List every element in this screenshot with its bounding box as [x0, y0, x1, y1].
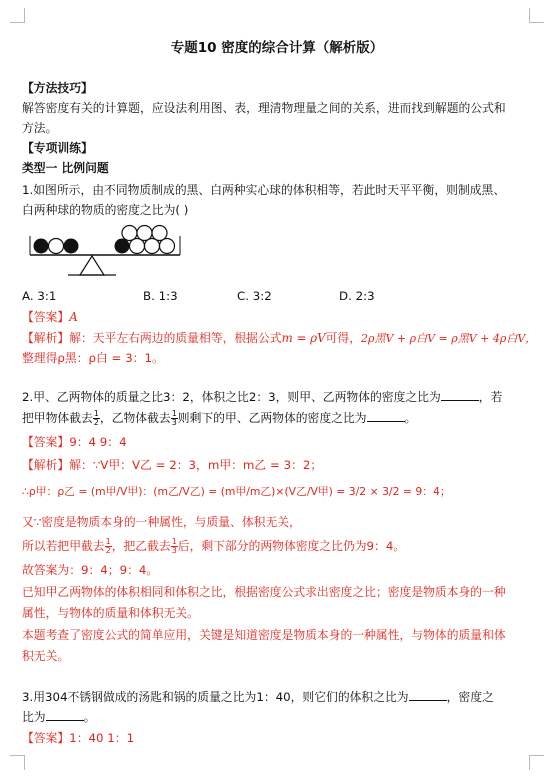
- q2-stem-line-2: [22, 408, 532, 428]
- q2-analysis-line-8: 本题考查了密度公式的简单应用，关键是知道密度是物质本身的一种属性，与物体的质量和体: [22, 628, 506, 642]
- fraction-one-half: [105, 538, 112, 555]
- q2-analysis-line-9: 积无关。: [22, 649, 70, 663]
- q1-stem-line-2: 白两种球的物质的密度之比为( ): [22, 203, 189, 217]
- crop-mark: [10, 755, 25, 770]
- answer-label: 【答案】: [22, 435, 70, 449]
- q2-stem-text: 则剩下的甲、乙两物体的密度之比为: [177, 411, 367, 425]
- q3-stem-line-2: [22, 707, 532, 727]
- q1-option-b: B. 1:3: [143, 289, 178, 303]
- answer-blank[interactable]: [409, 688, 447, 701]
- right-pan-balls: [115, 226, 175, 254]
- analysis-text: 解：∵V甲：V乙 = 2：3，m甲：m乙 = 3：2；: [69, 458, 323, 472]
- answer-label: 【答案】: [22, 731, 70, 745]
- q2-analysis-line-5: 故答案为：9：4；9：4。: [22, 563, 159, 577]
- analysis-text: 后，剩下部分的两物体密度之比仍为9：4。: [177, 539, 406, 553]
- analysis-text: 可得，: [325, 331, 361, 345]
- method-heading: 【方法技巧】: [22, 81, 93, 95]
- method-body-line-2: 方法。: [22, 121, 58, 135]
- q2-stem-text: ，若: [478, 390, 503, 404]
- denominator: 3: [171, 546, 177, 555]
- numerator: 1: [171, 409, 177, 418]
- q2-analysis-line-6: 已知甲乙两物体的体积相同和体积之比，根据密度公式求出密度之比；密度是物质本身的一种: [22, 585, 506, 599]
- q3-stem-text: 3.用304不锈钢做成的汤匙和锅的质量之比为1：40，则它们的体积之比为: [22, 690, 409, 704]
- fraction-one-third: [171, 410, 178, 427]
- q1-answer: [22, 307, 532, 327]
- q2-answer: [22, 432, 532, 452]
- q2-stem-line-1: [22, 387, 532, 407]
- q2-stem-text: 。: [404, 411, 417, 425]
- denominator: 3: [171, 418, 177, 427]
- q2-stem-text: ，乙物体截去: [99, 411, 171, 425]
- answer-value: 9：4 9：4: [69, 435, 127, 449]
- numerator: 1: [105, 537, 111, 546]
- balance-equation: 2ρ黑V + ρ白V = ρ黑V + 4ρ白V，: [361, 332, 537, 345]
- q2-stem-text: 2.甲、乙两物体的质量之比3：2，体积之比2：3，则甲、乙两物体的密度之比为: [22, 390, 441, 404]
- answer-label: 【答案】: [22, 310, 70, 324]
- answer-blank[interactable]: [441, 388, 479, 401]
- answer-blank[interactable]: [46, 708, 84, 721]
- q2-stem-text: 把甲物体截去: [22, 411, 93, 425]
- analysis-label: 【解析】: [22, 331, 70, 345]
- q1-option-c: C. 3:2: [237, 289, 272, 303]
- answer-value: A: [69, 310, 78, 324]
- q1-analysis-line-1: [22, 328, 537, 349]
- q2-analysis-line-3: 又∵密度是物质本身的一种属性，与质量、体积无关，: [22, 515, 301, 529]
- denominator: 2: [105, 546, 111, 555]
- analysis-text: ，把乙截去: [111, 539, 171, 553]
- page-title: 专题10 密度的综合计算（解析版）: [170, 40, 384, 56]
- answer-blank[interactable]: [367, 409, 405, 422]
- numerator: 1: [171, 537, 177, 546]
- fraction-one-third: [171, 538, 178, 555]
- balance-figure: [22, 222, 192, 282]
- q3-stem-text: 。: [83, 710, 96, 724]
- q3-stem-line-1: [22, 687, 532, 707]
- answer-value: 1：40 1：1: [69, 731, 135, 745]
- crop-mark: [529, 8, 544, 23]
- analysis-text: 所以若把甲截去: [22, 539, 105, 553]
- q1-analysis-line-2: 整理得ρ黑：ρ白 = 3：1。: [22, 351, 164, 365]
- q1-option-d: D. 2:3: [339, 289, 375, 303]
- method-body-line-1: 解答密度有关的计算题，应设法利用图、表，理清物理量之间的关系，进而找到解题的公式和: [22, 101, 506, 115]
- crop-mark: [10, 8, 25, 23]
- q3-stem-text: ，密度之: [446, 690, 494, 704]
- training-heading: 【专项训练】: [22, 141, 93, 155]
- left-pan-balls: [34, 239, 79, 254]
- analysis-text: 解：天平左右两边的质量相等，根据公式: [69, 331, 282, 345]
- q2-analysis-line-1: [22, 455, 532, 475]
- crop-mark: [529, 755, 544, 770]
- denominator: 2: [93, 418, 99, 427]
- q2-analysis-line-2: ∴ρ甲：ρ乙 = (m甲/V甲)：(m乙/V乙) = (m甲/m乙)×(V乙/V甲) = 3/2 × 3/2 = 9：4；: [22, 485, 451, 498]
- fraction-one-half: [93, 410, 100, 427]
- q1-stem-line-1: 1.如图所示，由不同物质制成的黑、白两种实心球的体积相等，若此时天平平衡，则制成黑、: [22, 183, 506, 197]
- numerator: 1: [93, 409, 99, 418]
- q1-option-a: A. 3:1: [22, 289, 57, 303]
- type-one-heading: 类型一 比例问题: [22, 161, 109, 175]
- q2-analysis-line-4: [22, 536, 532, 556]
- analysis-label: 【解析】: [22, 458, 70, 472]
- q3-answer: [22, 728, 532, 748]
- q3-stem-text: 比为: [22, 710, 46, 724]
- density-formula: m = ρV: [281, 331, 326, 345]
- q2-analysis-line-7: 属性，与物体的质量和体积无关。: [22, 606, 199, 620]
